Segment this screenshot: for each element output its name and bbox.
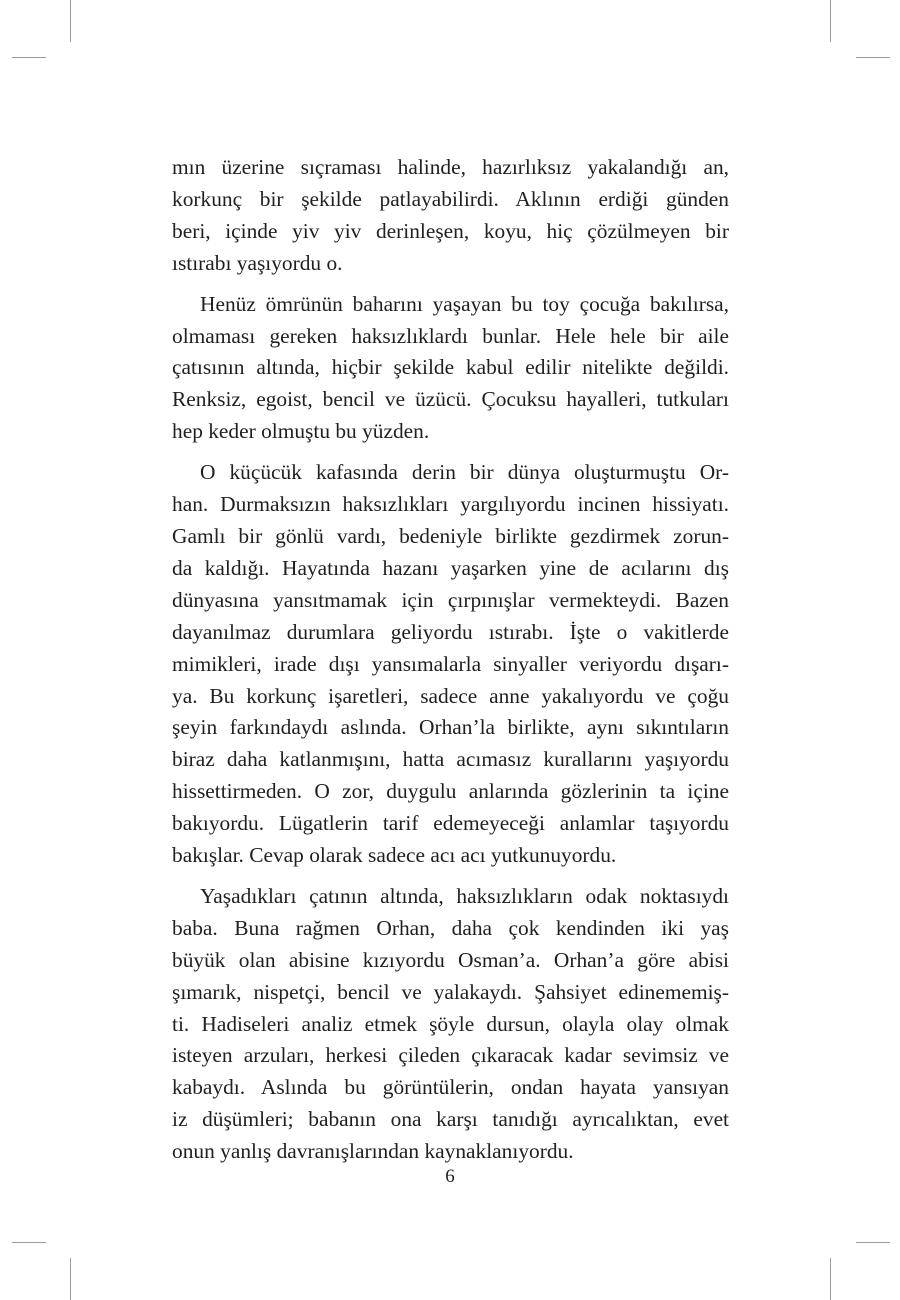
text-line: biraz daha katlanmışını, hatta acımasız kurallarını yaşıyordu [172, 747, 729, 772]
text-line: hissettirmeden. O zor, duygulu anlarında gözlerinin ta içine [172, 779, 729, 804]
text-line: korkunç bir şekilde patlayabilirdi. Aklının erdiği günden [172, 186, 729, 211]
crop-mark-top-left [70, 0, 71, 42]
paragraph [172, 457, 729, 872]
crop-mark-top-right [830, 0, 831, 42]
text-line: isteyen arzuları, herkesi çileden çıkaracak kadar sevimsiz ve [172, 1043, 729, 1068]
text-line: han. Durmaksızın haksızlıkları yargılıyordu incinen hissiyatı. [172, 492, 729, 517]
text-line: Henüz ömrünün baharını yaşayan bu toy çocuğa bakılırsa, [200, 291, 729, 316]
paragraph [172, 289, 729, 449]
text-line: mın üzerine sıçraması halinde, hazırlıksız yakalandığı an, [172, 155, 729, 179]
body-text [172, 152, 729, 1168]
paragraph [172, 881, 729, 1168]
text-line: hep keder olmuştu bu yüzden. [172, 419, 430, 444]
text-line: da kaldığı. Hayatında hazanı yaşarken yine de acılarını dış [172, 555, 729, 580]
text-line: Renksiz, egoist, bencil ve üzücü. Çocuksu hayalleri, tutkuları [172, 387, 729, 412]
text-line: şımarık, nispetçi, bencil ve yalakaydı. Şahsiyet edinememiş- [172, 979, 729, 1004]
crop-mark-bottom-left [70, 1258, 71, 1300]
text-line: ıstırabı yaşıyordu o. [172, 250, 343, 275]
text-line: kabaydı. Aslında bu görüntülerin, ondan hayata yansıyan [172, 1075, 729, 1100]
crop-mark-left-bottom [12, 1242, 46, 1243]
text-line: ti. Hadiseleri analiz etmek şöyle dursun, olayla olay olmak [172, 1011, 729, 1036]
text-line: ya. Bu korkunç işaretleri, sadece anne yakalıyordu ve çoğu [172, 683, 729, 708]
text-line: dünyasına yansıtmamak için çırpınışlar vermekteydi. Bazen [172, 587, 729, 612]
text-line: şeyin farkındaydı aslında. Orhan’la birlikte, aynı sıkıntıların [172, 715, 729, 740]
text-line: baba. Buna rağmen Orhan, daha çok kendinden iki yaş [172, 915, 729, 940]
text-line: iz düşümleri; babanın ona karşı tanıdığı ayrıcalıktan, evet [172, 1107, 729, 1132]
crop-mark-bottom-right [830, 1258, 831, 1300]
crop-mark-right-bottom [856, 1242, 890, 1243]
text-line: büyük olan abisine kızıyordu Osman’a. Orhan’a göre abisi [172, 947, 729, 972]
text-line: Yaşadıkları çatının altında, haksızlıkların odak noktasıydı [200, 883, 729, 908]
text-line: bakışlar. Cevap olarak sadece acı acı yutkunuyordu. [172, 843, 617, 868]
text-line: mimikleri, irade dışı yansımalarla sinyaller veriyordu dışarı- [172, 651, 729, 676]
crop-mark-left-top [12, 57, 46, 58]
text-line: O küçücük kafasında derin bir dünya oluşturmuştu Or- [200, 460, 729, 485]
crop-mark-right-top [856, 57, 890, 58]
text-line: çatısının altında, hiçbir şekilde kabul edilir nitelikte değildi. [172, 355, 729, 380]
text-line: dayanılmaz durumlara geliyordu ıstırabı. İşte o vakitlerde [172, 619, 729, 644]
text-line: beri, içinde yiv yiv derinleşen, koyu, hiç çözülmeyen bir [172, 218, 729, 243]
text-line: onun yanlış davranışlarından kaynaklanıyordu. [172, 1139, 574, 1164]
paragraph [172, 152, 729, 280]
text-line: Gamlı bir gönlü vardı, bedeniyle birlikte gezdirmek zorun- [172, 523, 729, 548]
text-line: bakıyordu. Lügatlerin tarif edemeyeceği anlamlar taşıyordu [172, 811, 729, 836]
page-number: 6 [445, 1166, 455, 1187]
text-line: olmaması gereken haksızlıklardı bunlar. Hele hele bir aile [172, 323, 729, 348]
